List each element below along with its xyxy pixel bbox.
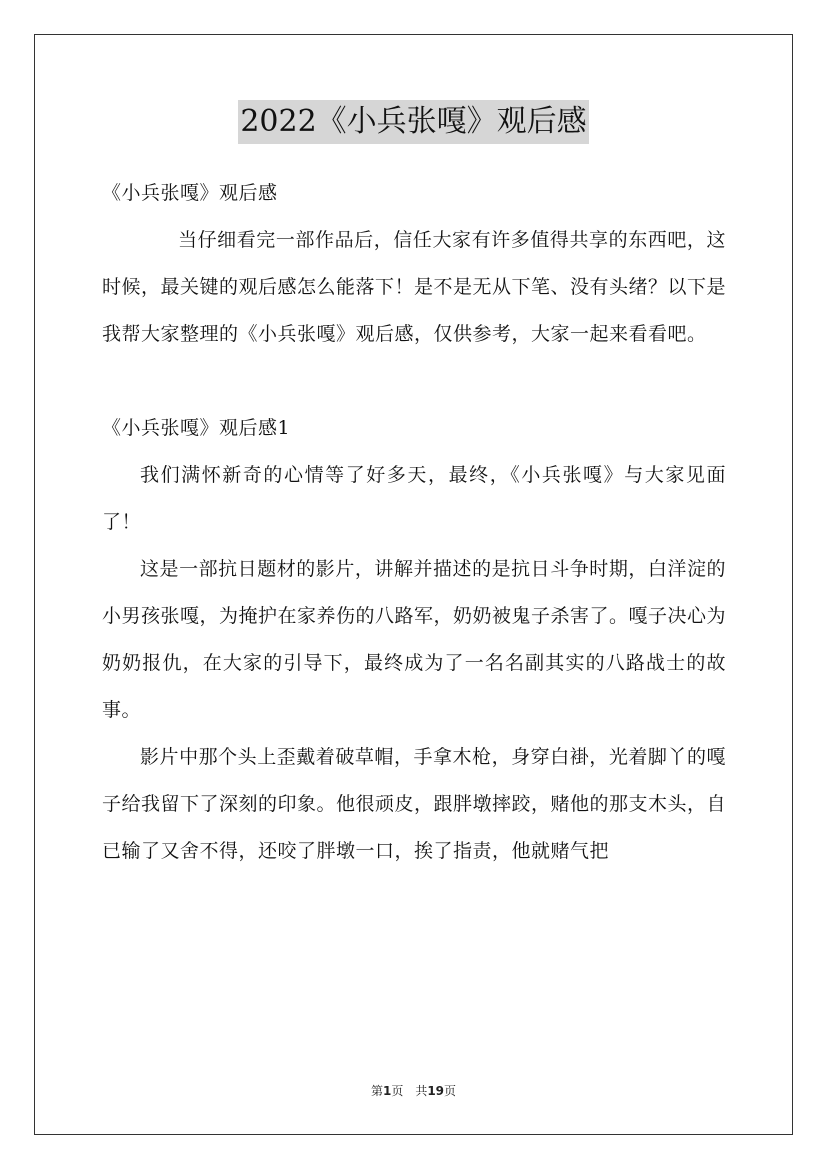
body-paragraph: 这是一部抗日题材的影片，讲解并描述的是抗日斗争时期，白洋淀的小男孩张嘎，为掩护在家养伤的八路军，奶奶被鬼子杀害了。嘎子决心为奶奶报仇，在大家的引导下，最终成为了一名名副其实的八路战士的故事。 [102,558,727,721]
document-title: 2022《小兵张嘎》观后感 [238,100,588,144]
title-wrap [0,100,827,144]
intro-paragraph: 当仔细看完一部作品后，信任大家有许多值得共享的东西吧，这时候，最关键的观后感怎么能落下！是不是无从下笔、没有头绪？以下是我帮大家整理的《小兵张嘎》观后感，仅供参考，大家一起来看看吧。 [102,229,727,345]
footer-current-page: 1 [382,1084,392,1098]
page-footer [0,1082,827,1099]
body-paragraph: 我们满怀新奇的心情等了好多天，最终，《小兵张嘎》与大家见面了！ [102,464,726,533]
footer-mid: 页 共 [391,1084,428,1098]
document-body [102,170,726,875]
document-subtitle: 《小兵张嘎》观后感 [102,182,278,204]
footer-suffix: 页 [444,1084,457,1098]
footer-prefix: 第 [370,1084,383,1098]
body-paragraph: 影片中那个头上歪戴着破草帽，手拿木枪，身穿白褂，光着脚丫的嘎子给我留下了深刻的印象。他很顽皮，跟胖墩摔跤，赌他的那支木头，自已输了又舍不得，还咬了胖墩一口，挨了指责，他就赌气把 [102,746,727,862]
section-heading: 《小兵张嘎》观后感1 [102,417,291,439]
footer-total-pages: 19 [427,1084,445,1098]
